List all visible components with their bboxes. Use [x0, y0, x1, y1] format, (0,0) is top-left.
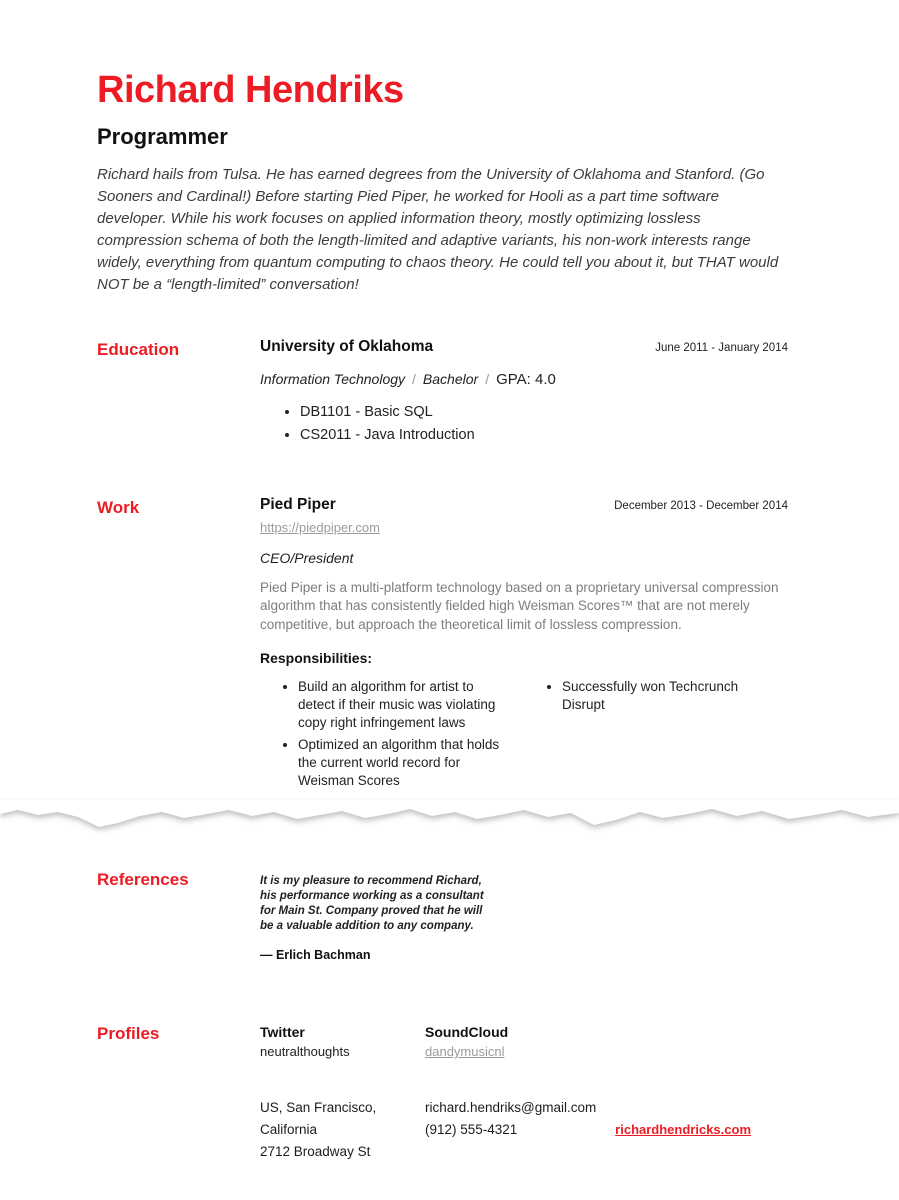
profile-soundcloud: [425, 1024, 590, 1059]
course-item: • CS2011 - Java Introduction: [300, 427, 788, 443]
profiles-heading: Profiles: [97, 1024, 160, 1044]
profile-twitter: [260, 1024, 425, 1059]
education-course-list: [260, 404, 788, 443]
reference-author: — Erlich Bachman: [260, 948, 371, 963]
responsibilities-label: Responsibilities:: [260, 650, 373, 667]
references-heading: References: [97, 870, 189, 890]
work-section: [97, 496, 788, 795]
separator-slash: /: [412, 370, 416, 387]
education-degree-line: [260, 371, 788, 388]
work-company: Pied Piper: [260, 495, 336, 513]
profile-username-link[interactable]: dandymusicnl: [425, 1044, 505, 1060]
work-position: CEO/President: [260, 549, 354, 566]
highlights-column-2: [524, 678, 788, 794]
education-area: Information Technology: [260, 370, 406, 387]
separator-slash: /: [485, 370, 490, 387]
education-section: [97, 338, 788, 450]
reference-quote: It is my pleasure to recommend Richard, his performance working as a consultant for Main St. Company proved that he will be a valuable addition to any company.: [260, 875, 484, 933]
highlight-item: • Optimized an algorithm that holds the current world record for Weisman Scores: [298, 736, 512, 790]
education-dates: June 2011 - January 2014: [655, 341, 788, 354]
course-item: • DB1101 - Basic SQL: [300, 404, 788, 420]
education-institution: University of Oklahoma: [260, 337, 434, 355]
education-gpa: GPA: 4.0: [496, 370, 556, 388]
contact-email: richard.hendriks@gmail.com: [425, 1100, 597, 1116]
work-dates: December 2013 - December 2014: [614, 499, 788, 512]
work-heading: Work: [97, 497, 140, 517]
work-highlights: [260, 678, 788, 794]
highlight-item: • Successfully won Techcrunch Disrupt: [562, 678, 776, 714]
profile-username: neutralthoughts: [260, 1044, 350, 1060]
contact-location: US, San Francisco, California: [260, 1100, 377, 1138]
contact-address: 2712 Broadway St: [260, 1144, 371, 1160]
profiles-section: [97, 1022, 788, 1059]
profile-network-name: SoundCloud: [425, 1024, 509, 1041]
education-heading: Education: [97, 339, 180, 359]
education-study-type: Bachelor: [422, 370, 479, 387]
highlight-item: • Build an algorithm for artist to detect if their music was violating copy right infringement laws: [298, 678, 512, 732]
contact-phone: (912) 555-4321: [425, 1122, 518, 1138]
highlights-column-1: [260, 678, 524, 794]
profile-network-name: Twitter: [260, 1024, 305, 1041]
resume-bottom-page: [0, 868, 899, 1163]
person-summary: Richard hails from Tulsa. He has earned degrees from the University of Oklahoma and Stanford. (Go Sooners and Cardinal!) Before starting Pied Piper, he worked for Hooli as a part time software developer. While his work focuses on applied information theory, mostly optimizing lossless compression schema of both the length-limited and adaptive variants, his non-work interests range widely, everything from quantum computing to chaos theory. He could tell you about it, but THAT would NOT be a “length-limited” conversation!: [97, 165, 779, 293]
contact-footer: [260, 1097, 788, 1163]
resume-header: [97, 70, 788, 296]
work-summary: Pied Piper is a multi-platform technology based on a proprietary universal compression algorithm that has consistently fielded high Weisman Scores™ that are not merely competitive, but approach the theoretical limit of lossless compression.: [260, 579, 779, 632]
company-website-link[interactable]: https://piedpiper.com: [260, 519, 380, 535]
references-section: [97, 868, 788, 962]
person-title: Programmer: [97, 123, 228, 149]
torn-paper-divider: [0, 800, 899, 834]
personal-website-link[interactable]: richardhendricks.com: [615, 1122, 751, 1138]
person-name: Richard Hendriks: [97, 69, 404, 111]
